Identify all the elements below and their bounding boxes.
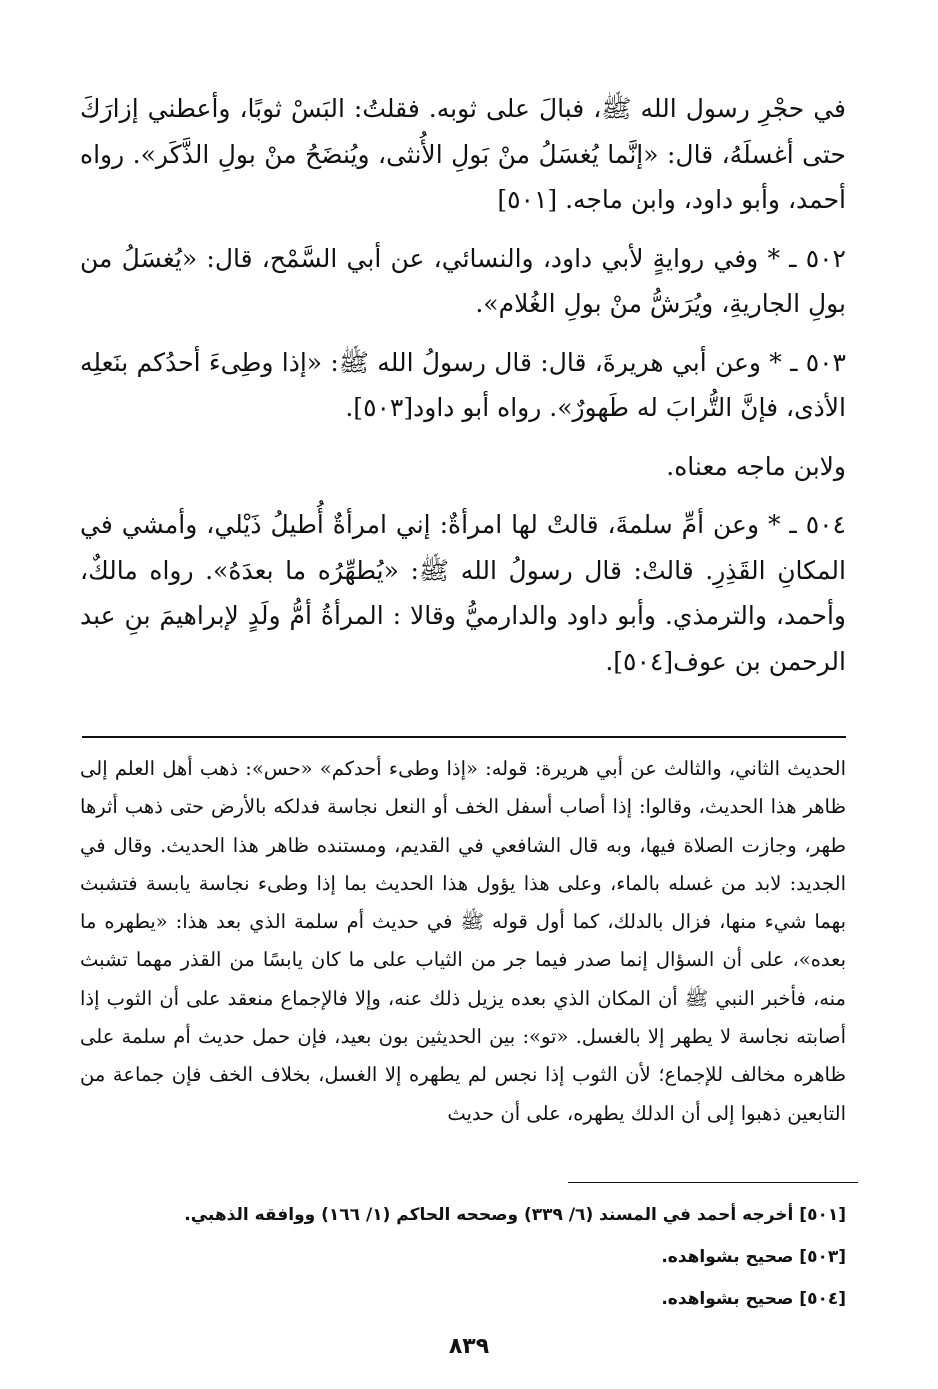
commentary	[80, 750, 846, 1133]
main-text	[80, 86, 846, 697]
commentary-paragraph: الحديث الثاني، والثالث عن أبي هريرة: قوله: «إذا وطىء أحدكم» «حس»: ذهب أهل العلم إلى ظاهر هذا الحديث، وقالوا: إذا أصاب أسفل الخف أو النعل نجاسة فدلكه بالأرض حتى ذهب أثرها طهر، وجازت الصلاة فيها، وبه قال الشافعي في القديم، ومستنده ظاهر هذا الحديث. وقال في الجديد: لابد من غسله بالماء، وعلى هذا يؤول هذا الحديث بما إذا وطىء نجاسة يابسة فتشبث بهما شيء منها، فزال بالدلك، كما أول قوله ﷺ في حديث أم سلمة الذي بعد هذا: «يطهره ما بعده»، على أن السؤال إنما صدر فيما جر من الثياب على ما كان يابسًا من القذر مهما تشبث منه، فأخبر النبي ﷺ أن المكان الذي بعده يزيل ذلك عنه، وإلا فالإجماع منعقد على أن الثوب إذا أصابته نجاسة لا يطهر إلا بالغسل. «تو»: بين الحديثين بون بعيد، فإن حمل حديث أم سلمة على ظاهره مخالف للإجماع؛ لأن الثوب إذا نجس لم يطهره إلا الغسل، بخلاف الخف فإن جماعة من التابعين ذهبوا إلى أن الدلك يطهره، على أن حديث	[80, 757, 846, 1125]
paragraph-ibn-majah-note: ولابن ماجه معناه.	[666, 451, 846, 481]
footnote-501: [٥٠١] أخرجه أحمد في المسند (٦/ ٣٣٩) وصححه الحاكم (١/ ١٦٦) ووافقه الذهبي.	[184, 1205, 846, 1225]
paragraph-hadith-502: ٥٠٢ ـ * وفي روايةٍ لأبي داود، والنسائي، عن أبي السَّمْح، قال: «يُغسَلُ من بولِ الجاريةِ، ويُرَشُّ منْ بولِ الغُلام».	[80, 243, 846, 318]
paragraph-hadith-501-continued: في حجْرِ رسول الله ﷺ، فبالَ على ثوبه. فقلتُ: البَسْ ثوبًا، وأعطني إزارَكَ حتى أغسلَهُ، قال: «إنَّما يُغسَلُ منْ بَولِ الأُنثى، ويُنضَحُ منْ بولِ الذَّكَر». رواه أحمد، وأبو داود، وابن ماجه. [٥٠١]	[80, 94, 846, 214]
main-divider	[82, 736, 846, 738]
footnote-504: [٥٠٤] صحيح بشواهده.	[661, 1289, 846, 1309]
page-number: ٨٣٩	[448, 1334, 490, 1359]
footnotes	[80, 1194, 846, 1320]
paragraph-hadith-503: ٥٠٣ ـ * وعن أبي هريرةَ، قال: قال رسولُ الله ﷺ: «إذا وطِىءَ أحدُكم بنَعلِه الأذى، فإنَّ التُّرابَ له طَهورٌ». رواه أبو داود[٥٠٣].	[80, 347, 846, 422]
footnote-503: [٥٠٣] صحيح بشواهده.	[661, 1247, 846, 1267]
footnote-divider	[568, 1182, 858, 1183]
paragraph-hadith-504: ٥٠٤ ـ * وعن أمِّ سلمةَ، قالتْ لها امرأةٌ: إني امرأةٌ أُطيلُ ذَيْلي، وأمشي في المكانِ القَذِرِ. قالتْ: قال رسولُ الله ﷺ: «يُطهِّرُه ما بعدَهُ». رواه مالكٌ، وأحمد، والترمذي. وأبو داود والدارميُّ وقالا : المرأةُ أمُّ ولَدٍ لإبراهيمَ بنِ عبد الرحمن بن عوف[٥٠٤].	[80, 510, 846, 676]
